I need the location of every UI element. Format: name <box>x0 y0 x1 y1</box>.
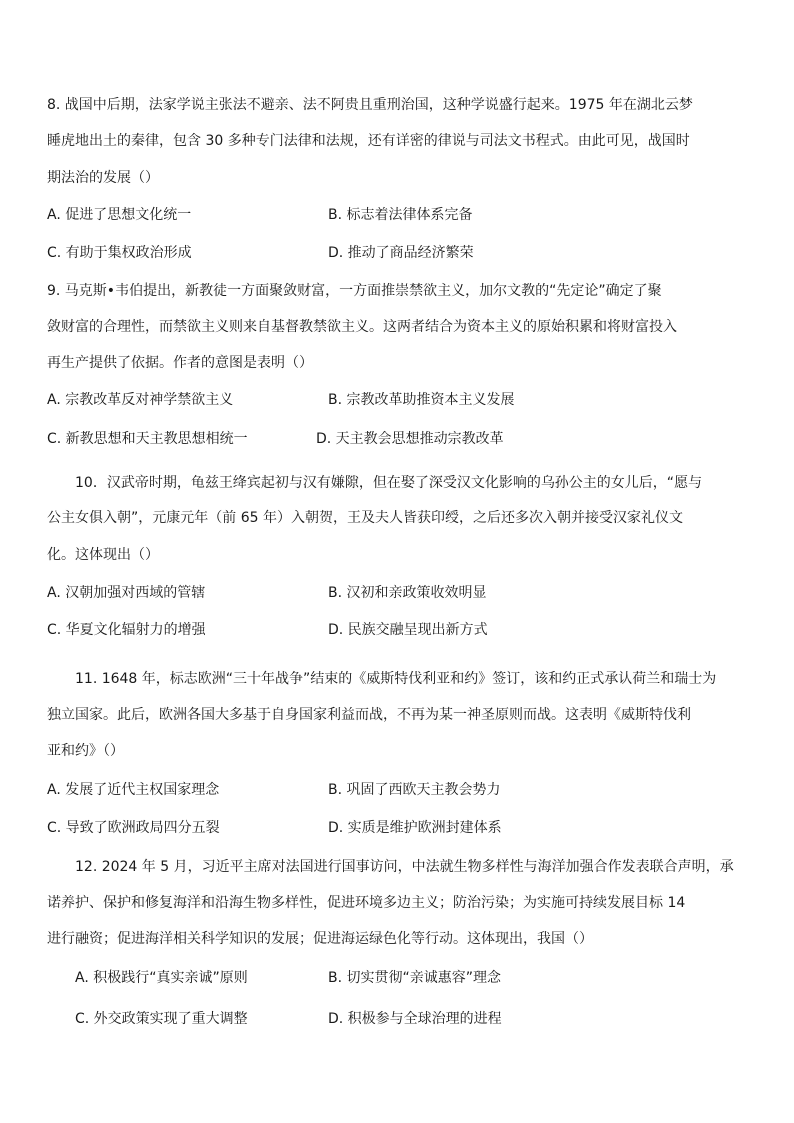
question-12-line-3: 进行融资；促进海洋相关科学知识的发展；促进海运绿色化等行动。这体现出，我国（） <box>47 931 593 947</box>
question-8-line-2: 睡虎地出土的秦律，包含 30 多种专门法律和法规，还有详密的律说与司法文书程式。由此可见，战国时 <box>47 133 690 149</box>
question-11-line-1: 11. 1648 年，标志欧洲“三十年战争”结束的《威斯特伐利亚和约》签订，该和约正式承认荷兰和瑞士为 <box>75 671 717 687</box>
question-9-option-b[interactable]: B. 宗教改革助推资本主义发展 <box>328 392 515 408</box>
question-10-line-1: 10．汉武帝时期，龟兹王绛宾起初与汉有嫌隙，但在娶了深受汉文化影响的乌孙公主的女儿后，“愿与 <box>75 475 703 491</box>
question-9-option-a[interactable]: A. 宗教改革反对神学禁欲主义 <box>47 392 234 408</box>
question-11-option-d[interactable]: D. 实质是维护欧洲封建体系 <box>328 820 502 836</box>
question-12-option-a[interactable]: A. 积极践行“真实亲诚”原则 <box>75 970 248 986</box>
question-8-option-c[interactable]: C. 有助于集权政治形成 <box>47 245 192 261</box>
question-9-option-c[interactable]: C. 新教思想和天主教思想相统一 <box>47 431 248 447</box>
question-9-line-3: 再生产提供了依据。作者的意图是表明（） <box>47 355 313 371</box>
question-11-option-b[interactable]: B. 巩固了西欧天主教会势力 <box>328 782 501 798</box>
question-9-option-d[interactable]: D. 天主教会思想推动宗教改革 <box>316 431 504 447</box>
question-11-option-c[interactable]: C. 导致了欧洲政局四分五裂 <box>47 820 220 836</box>
question-8-line-3: 期法治的发展（） <box>47 170 159 186</box>
question-10-option-a[interactable]: A. 汉朝加强对西域的管辖 <box>47 585 206 601</box>
question-10-option-c[interactable]: C. 华夏文化辐射力的增强 <box>47 622 206 638</box>
question-12-option-d[interactable]: D. 积极参与全球治理的进程 <box>328 1011 502 1027</box>
question-11-line-2: 独立国家。此后，欧洲各国大多基于自身国家利益而战，不再为某一神圣原则而战。这表明《威斯特伐利 <box>47 707 691 723</box>
question-9-line-1: 9. 马克斯•韦伯提出，新教徒一方面聚敛财富，一方面推崇禁欲主义，加尔文教的“先定论”确定了聚 <box>47 283 662 299</box>
question-10-line-2: 公主女俱入朝”，元康元年（前 65 年）入朝贺，王及夫人皆获印绶，之后还多次入朝并接受汉家礼仪文 <box>47 510 683 526</box>
question-9-line-2: 敛财富的合理性，而禁欲主义则来自基督教禁欲主义。这两者结合为资本主义的原始积累和将财富投入 <box>47 319 677 335</box>
question-12-option-c[interactable]: C. 外交政策实现了重大调整 <box>75 1011 248 1027</box>
question-8-option-a[interactable]: A. 促进了思想文化统一 <box>47 207 192 223</box>
question-8-option-d[interactable]: D. 推动了商品经济繁荣 <box>328 245 474 261</box>
question-10-option-d[interactable]: D. 民族交融呈现出新方式 <box>328 622 488 638</box>
question-12-line-1: 12. 2024 年 5 月，习近平主席对法国进行国事访问，中法就生物多样性与海洋加强合作发表联合声明，承 <box>75 859 734 875</box>
question-10-line-3: 化。这体现出（） <box>47 547 159 563</box>
question-12-option-b[interactable]: B. 切实贯彻“亲诚惠容”理念 <box>328 970 502 986</box>
question-11-line-3: 亚和约》（） <box>47 743 124 759</box>
question-10-option-b[interactable]: B. 汉初和亲政策收效明显 <box>328 585 487 601</box>
question-8-line-1: 8. 战国中后期，法家学说主张法不避亲、法不阿贵且重刑治国，这种学说盛行起来。1975 年在湖北云梦 <box>47 97 693 113</box>
question-11-option-a[interactable]: A. 发展了近代主权国家理念 <box>47 782 220 798</box>
question-12-line-2: 诺养护、保护和修复海洋和沿海生物多样性，促进环境多边主义；防治污染；为实施可持续发展目标 14 <box>47 895 686 911</box>
question-8-option-b[interactable]: B. 标志着法律体系完备 <box>328 207 473 223</box>
